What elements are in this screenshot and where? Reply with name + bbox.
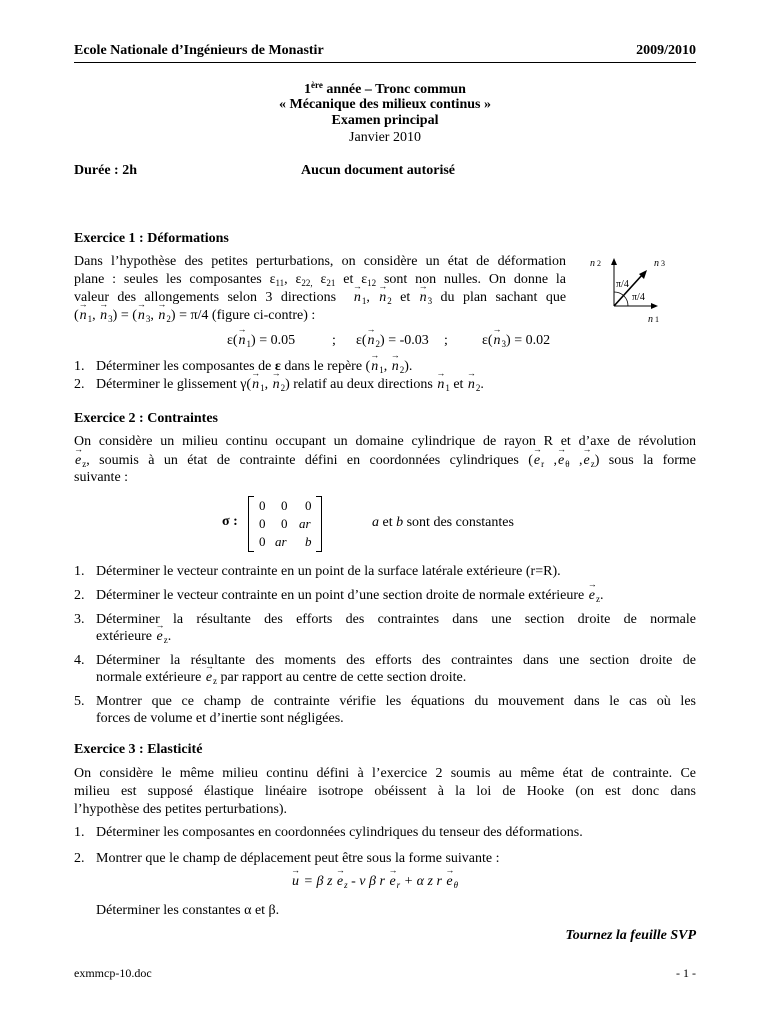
matrix-cell: ar (275, 534, 287, 549)
ex1-para-line1: Dans l’hypothèse des petites perturbations, on considère un état de déformation (74, 254, 566, 269)
strain-value-1: $\varepsilon(\to n_1) = 0.05$ (227, 333, 295, 350)
footer-filename: exmmcp-10.doc (74, 966, 152, 980)
footer-page-number: - 1 - (676, 966, 696, 980)
ex1-para-line4: (→ $n_1$, → $n_3$) = (→ $n_3$, → $n_2) = \pi/4$ (figure ci-contre) : (74, 308, 315, 325)
sigma-symbol: σ : (222, 514, 238, 529)
ex1-heading: Exercice 1 : Déformations (74, 231, 229, 246)
constants-note: a et b sont des constantes (372, 515, 514, 530)
label-n2-sub: 2 (597, 259, 601, 268)
angle-arc-top (614, 292, 624, 296)
matrix-cell: 0 (305, 498, 312, 513)
ex2-question-3-line2: extérieure → $e_z$. (96, 629, 171, 646)
ex2-question-4-line1: Déterminer la résultante des moments des efforts des contraintes dans une section droite de (96, 653, 696, 668)
ex1-question-1: 1. Déterminer les composantes de ε dans le repère (→ $n_1$, → $n_2$). (74, 359, 412, 376)
ex2-para-line3: suivante : (74, 470, 129, 485)
strain-value-2: $\varepsilon(\to n_2) = -0.03$ (356, 333, 429, 350)
n1-arrowhead (651, 303, 658, 309)
matrix-cell: b (305, 534, 312, 549)
matrix-cell: ar (299, 516, 311, 531)
angle-label-bottom: π/4 (632, 292, 645, 303)
n2-arrowhead (611, 258, 617, 265)
matrix-cell: 0 (281, 498, 288, 513)
ex1-question-2: 2. Déterminer le glissement $\gamma(\to n_1$, → $n_2$) relatif au deux directions → $n_1$ et → $n_2$. (74, 377, 484, 394)
label-n1-sub: 1 (655, 315, 659, 324)
matrix-cell: 0 (259, 516, 266, 531)
exam-level: 1ère année – Tronc commun (304, 80, 466, 97)
ex3-para-line2: milieu est supposé élastique linéaire isotrope obéissent à la loi de Hooke (on est donc dans (74, 784, 696, 799)
ex1-para-line3: valeur des allongements selon 3 directions → $n_1$, → $n_2$ et → $n_3$ du plan sachant que (74, 290, 566, 307)
angle-label-top: π/4 (616, 279, 629, 290)
strain-value-3: $\varepsilon(\to n_3) = 0.02$ (482, 333, 550, 350)
ex2-question-5-line1: Montrer que ce champ de contrainte vérifie les équations du mouvement dans le cas où les (96, 694, 696, 709)
course-title: « Mécanique des milieux continus » (279, 97, 491, 112)
ex3-heading: Exercice 3 : Elasticité (74, 742, 203, 757)
sep-2: ; (444, 333, 448, 348)
matrix-cell: 0 (259, 498, 266, 513)
ex2-para-line1: On considère un milieu continu occupant un domaine cylindrique de rayon R et d’axe de révolution (74, 434, 696, 449)
matrix-cell: 0 (259, 534, 266, 549)
ex2-para-line2: → $e_z$, soumis à un état de contrainte défini en coordonnées cylindriques (→ $e_r$ ,→ $e_\theta$ ,→ $e_z$) sous la forme (74, 453, 696, 470)
displacement-formula: → u = β $z \to e_z - \nu$ β $r \to e_r + \alpha$ z $r \to e_\theta$ (291, 874, 458, 891)
ex3-constants: Déterminer les constantes α et β. (96, 903, 280, 918)
ex3-para-line1: On considère le même milieu continu défini à l’exercice 2 soumis au même état de contrainte. Ce (74, 766, 696, 781)
header-rule (74, 62, 696, 63)
ex2-question-3-line1: Déterminer la résultante des efforts des contraintes dans une section droite de normale (96, 612, 696, 627)
exam-date: Janvier 2010 (349, 130, 421, 145)
sep-1: ; (332, 333, 336, 348)
academic-year: 2009/2010 (636, 43, 696, 58)
school-name: Ecole Nationale d’Ingénieurs de Monastir (74, 43, 324, 58)
label-n1: n (648, 314, 653, 325)
ex2-heading: Exercice 2 : Contraintes (74, 411, 218, 426)
documents-rule: Aucun document autorisé (301, 163, 456, 178)
turn-page-note: Tournez la feuille SVP (565, 928, 696, 943)
ex2-question-4-line2: normale extérieure → $e_z$ par rapport au centre de cette section droite. (96, 670, 466, 687)
angle-arc-bottom (624, 296, 628, 306)
label-n2: n (590, 258, 595, 269)
exam-page (74, 40, 696, 1000)
ex3-question-2: 2. Montrer que le champ de déplacement peut être sous la forme suivante : (74, 851, 500, 866)
ex2-question-2: 2. Déterminer le vecteur contrainte en un point d’une section droite de normale extérieure → $e_z$. (74, 588, 603, 605)
stress-tensor (222, 496, 362, 554)
stress-matrix (248, 496, 322, 552)
ex2-question-5-line2: forces de volume et d’inertie sont négligées. (96, 711, 344, 726)
label-n3-sub: 3 (661, 259, 665, 268)
ex3-question-1: 1. Déterminer les composantes en coordonnées cylindriques du tenseur des déformations. (74, 825, 583, 840)
ex2-question-3: 3. (74, 612, 85, 627)
directions-figure (584, 248, 696, 328)
exam-duration: Durée : 2h (74, 163, 137, 178)
ex2-question-1: 1. Déterminer le vecteur contrainte en un point de la surface latérale extérieure (r=R). (74, 564, 561, 579)
label-n3: n (654, 258, 659, 269)
matrix-cell: 0 (281, 516, 288, 531)
ex2-question-4: 4. (74, 653, 85, 668)
ex2-question-5: 5. (74, 694, 85, 709)
ex1-para-line2: plane : seules les composantes $\varepsilon_{11}$, $\varepsilon_{22,}$ $\varepsilon_{21}$ et $\varepsilon_{12}$ sont non nulles. On donne la (74, 272, 567, 288)
ex3-para-line3: l’hypothèse des petites perturbations). (74, 802, 288, 817)
exam-type: Examen principal (331, 113, 439, 128)
